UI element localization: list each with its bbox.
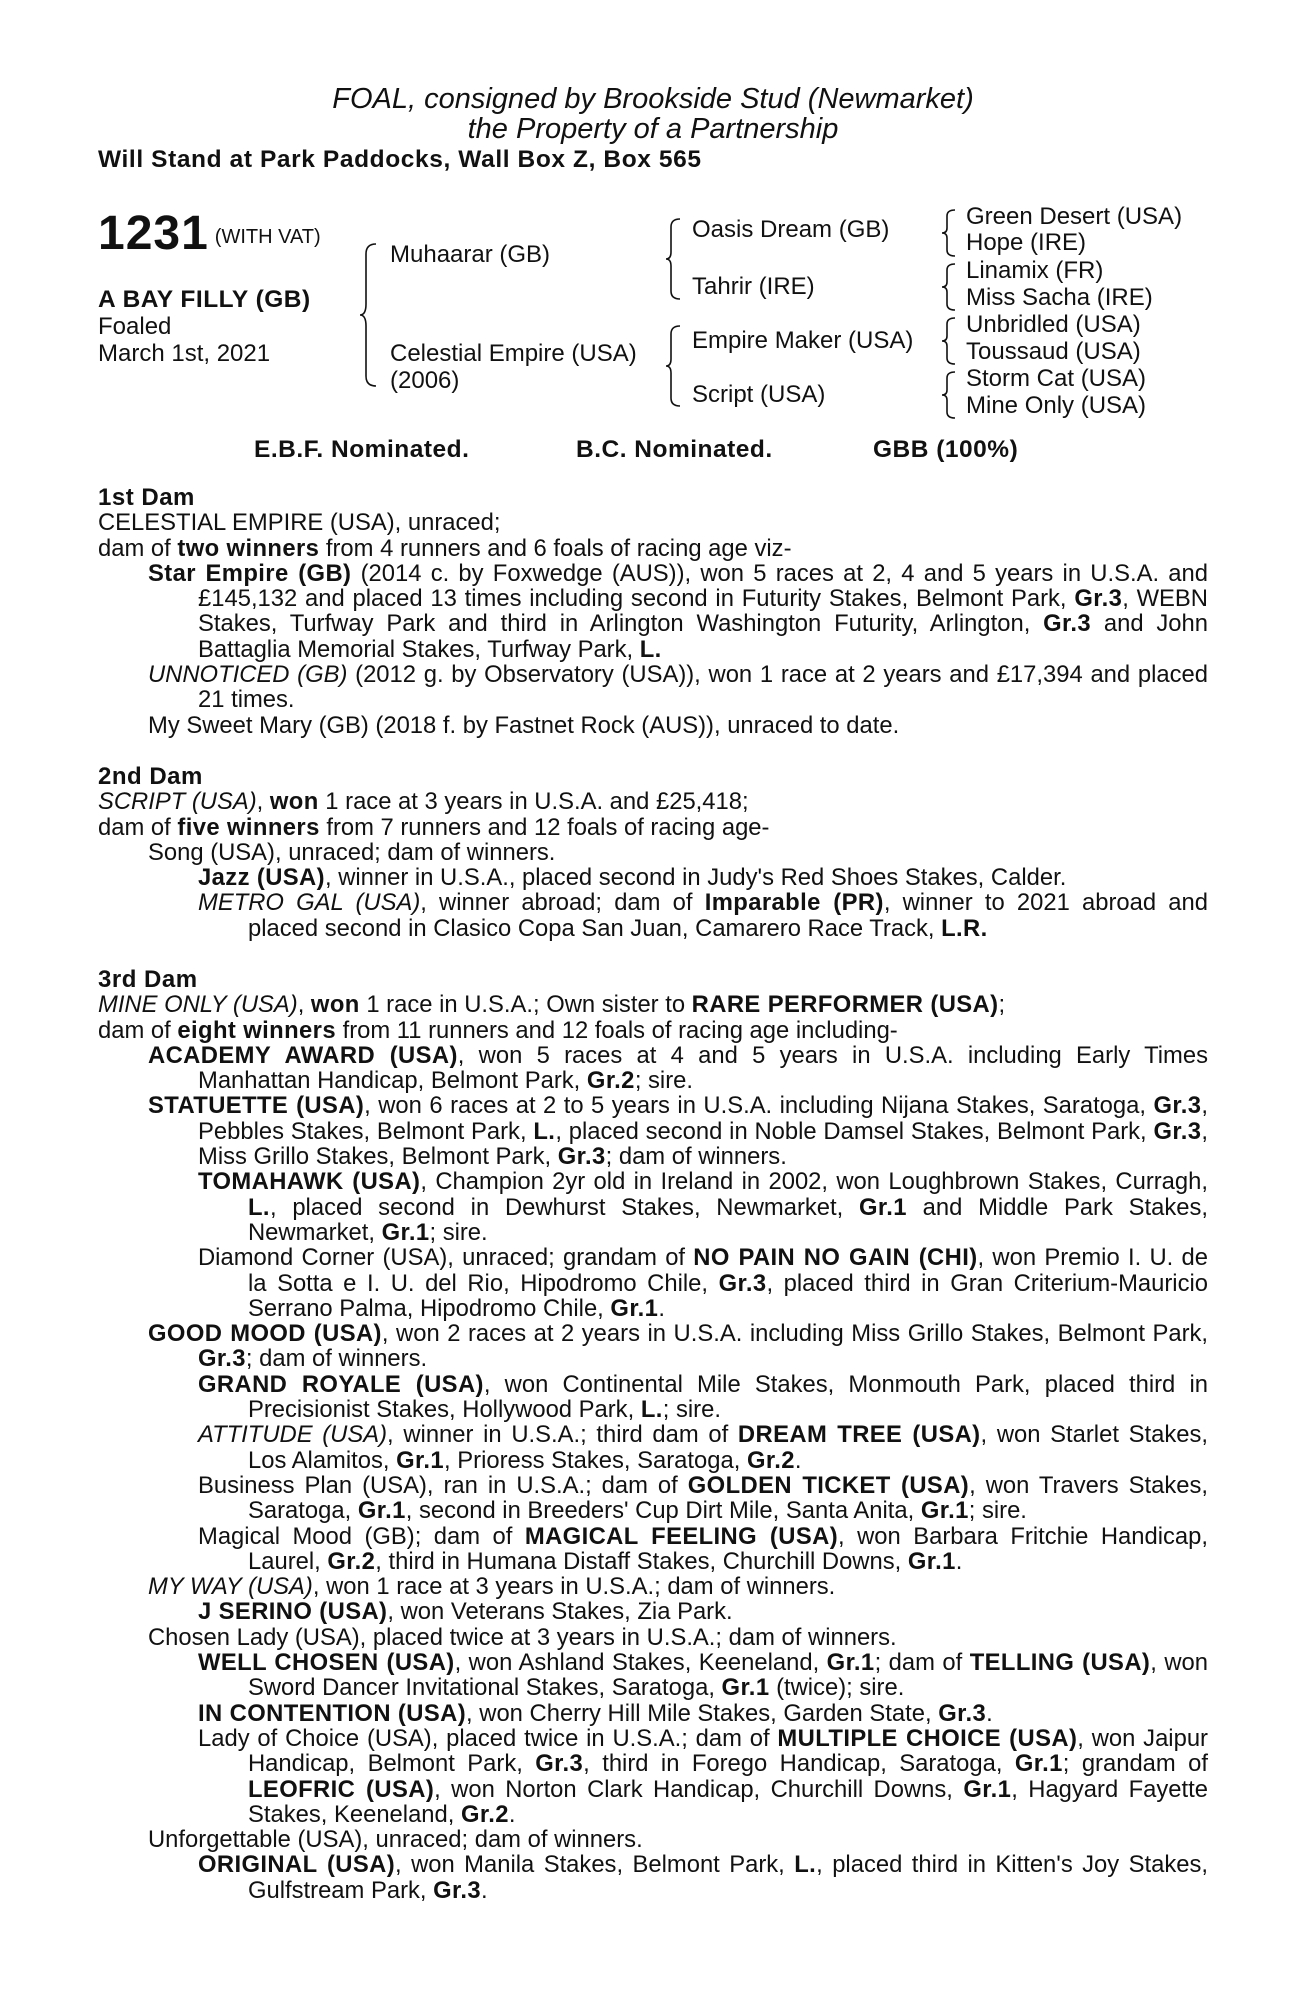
first-dam-line: CELESTIAL EMPIRE (USA), unraced; bbox=[98, 509, 501, 537]
pedigree-sire: Muhaarar (GB) bbox=[390, 241, 551, 268]
ebf-nomination: E.B.F. Nominated. bbox=[254, 436, 470, 463]
pedigree-brace-sd bbox=[942, 262, 958, 312]
produce-magical-mood: Magical Mood (GB); dam of MAGICAL FEELING (USA), won Barbara Fritchie Handicap, Laurel, Gr.2, third in Humana Distaff Stakes, Churchill Downs, Gr.1. bbox=[198, 1522, 1208, 1575]
gbb-nomination: GBB (100%) bbox=[873, 436, 1019, 463]
pedigree-dam-sire: Empire Maker (USA) bbox=[692, 327, 914, 354]
pedigree-sire-sire: Oasis Dream (GB) bbox=[692, 216, 890, 243]
pedigree-brace-dam bbox=[666, 323, 684, 409]
second-dam-section bbox=[98, 764, 1208, 941]
third-dam-line: MINE ONLY (USA), won 1 race in U.S.A.; Own sister to RARE PERFORMER (USA); bbox=[98, 991, 1006, 1019]
produce-academy-award: ACADEMY AWARD (USA), won 5 races at 4 and 5 years in U.S.A. including Early Times Manhattan Handicap, Belmont Park, Gr.2; sire. bbox=[148, 1041, 1208, 1095]
second-dam-line: SCRIPT (USA), won 1 race at 3 years in U.S.A. and £25,418; bbox=[98, 788, 749, 816]
produce-star-empire: Star Empire (GB) (2014 c. by Foxwedge (AUS)), won 5 races at 2, 4 and 5 years in U.S.A. and £145,132 and placed 13 times including second in Futurity Stakes, Belmont Park, Gr.3, WEBN Stakes, Turfway Park and third in Arlington Washington Futurity, Arlington, Gr.3 and John Battaglia Memorial Stakes, Turfway Park, L. bbox=[148, 559, 1208, 663]
lot-number: 1231 bbox=[98, 207, 209, 260]
foaled-info bbox=[98, 313, 270, 367]
produce-well-chosen: WELL CHOSEN (USA), won Ashland Stakes, Keeneland, Gr.1; dam of TELLING (USA), won Sword Dancer Invitational Stakes, Saratoga, Gr.1 (twice); sire. bbox=[198, 1649, 1208, 1702]
pedigree-ddd: Mine Only (USA) bbox=[966, 392, 1147, 419]
pedigree-sds: Linamix (FR) bbox=[966, 257, 1104, 284]
third-dam-heading: 3rd Dam bbox=[98, 966, 198, 993]
produce-good-mood: GOOD MOOD (USA), won 2 races at 2 years in U.S.A. including Miss Grillo Stakes, Belmont Park, Gr.3; dam of winners. bbox=[148, 1320, 1209, 1373]
produce-metro-gal: METRO GAL (USA), winner abroad; dam of Imparable (PR), winner to 2021 abroad and placed second in Clasico Copa San Juan, Camarero Race Track, L.R. bbox=[198, 889, 1208, 942]
produce-my-sweet-mary: My Sweet Mary (GB) (2018 f. by Fastnet Rock (AUS)), unraced to date. bbox=[148, 711, 900, 739]
first-dam-produce: dam of two winners from 4 runners and 6 foals of racing age viz- bbox=[98, 534, 792, 562]
produce-attitude: ATTITUDE (USA), winner in U.S.A.; third dam of DREAM TREE (USA), won Starlet Stakes, Los Alamitos, Gr.1, Prioress Stakes, Saratoga, Gr.2. bbox=[198, 1421, 1208, 1474]
pedigree-sss: Green Desert (USA) bbox=[966, 203, 1183, 230]
second-dam-heading: 2nd Dam bbox=[98, 763, 203, 790]
produce-in-contention: IN CONTENTION (USA), won Cherry Hill Mile Stakes, Garden State, Gr.3. bbox=[198, 1699, 993, 1727]
pedigree-brace-ds bbox=[942, 316, 958, 366]
first-dam-section bbox=[98, 485, 1208, 738]
lot-description: A BAY FILLY (GB) bbox=[98, 286, 311, 313]
lot-number-block bbox=[98, 206, 321, 261]
produce-business-plan: Business Plan (USA), ran in U.S.A.; dam of GOLDEN TICKET (USA), won Travers Stakes, Saratoga, Gr.1, second in Breeders' Cup Dirt Mile, Santa Anita, Gr.1; sire. bbox=[198, 1471, 1208, 1525]
produce-j-serino: J SERINO (USA), won Veterans Stakes, Zia Park. bbox=[198, 1598, 733, 1626]
consignor-line: FOAL, consigned by Brookside Stud (Newmarket) bbox=[332, 83, 974, 115]
second-dam-produce: dam of five winners from 7 runners and 12 foals of racing age- bbox=[98, 813, 770, 841]
pedigree-dam-year: (2006) bbox=[390, 367, 460, 394]
pedigree-dsd: Toussaud (USA) bbox=[966, 338, 1141, 365]
pedigree-dam: Celestial Empire (USA) bbox=[390, 340, 637, 367]
pedigree-dds: Storm Cat (USA) bbox=[966, 365, 1147, 392]
produce-grand-royale: GRAND ROYALE (USA), won Continental Mile Stakes, Monmouth Park, placed third in Precisionist Stakes, Hollywood Park, L.; sire. bbox=[198, 1370, 1208, 1424]
produce-chosen-lady: Chosen Lady (USA), placed twice at 3 years in U.S.A.; dam of winners. bbox=[148, 1623, 897, 1651]
produce-statuette: STATUETTE (USA), won 6 races at 2 to 5 years in U.S.A. including Nijana Stakes, Saratoga, Gr.3, Pebbles Stakes, Belmont Park, L., placed second in Noble Damsel Stakes, Belmont Park, Gr.3, Miss Grillo Stakes, Belmont Park, Gr.3; dam of winners. bbox=[148, 1092, 1208, 1171]
produce-lady-of-choice: Lady of Choice (USA), placed twice in U.S.A.; dam of MULTIPLE CHOICE (USA), won Jaipur Handicap, Belmont Park, Gr.3, third in Forego Handicap, Saratoga, Gr.1; grandam of LEOFRIC (USA), won Norton Clark Handicap, Churchill Downs, Gr.1, Hagyard Fayette Stakes, Keeneland, Gr.2. bbox=[198, 1724, 1208, 1828]
produce-tomahawk: TOMAHAWK (USA), Champion 2yr old in Ireland in 2002, won Loughbrown Stakes, Curragh, L., placed second in Dewhurst Stakes, Newmarket, Gr.1 and Middle Park Stakes, Newmarket, Gr.1; sire. bbox=[198, 1168, 1208, 1246]
produce-unforgettable: Unforgettable (USA), unraced; dam of winners. bbox=[148, 1826, 643, 1854]
produce-my-way: MY WAY (USA), won 1 race at 3 years in U.S.A.; dam of winners. bbox=[148, 1573, 836, 1601]
pedigree-brace-sire bbox=[666, 216, 684, 302]
produce-diamond-corner: Diamond Corner (USA), unraced; grandam of NO PAIN NO GAIN (CHI), won Premio I. U. de la Sotta e I. U. del Rio, Hipodromo Chile, Gr.3, placed third in Gran Criterium-Mauricio Serrano Palma, Hipodromo Chile, Gr.1. bbox=[198, 1244, 1209, 1322]
pedigree-dam-dam: Script (USA) bbox=[692, 381, 826, 408]
pedigree-brace-ss bbox=[942, 208, 958, 258]
produce-original: ORIGINAL (USA), won Manila Stakes, Belmont Park, L., placed third in Kitten's Joy Stakes, Gulfstream Park, Gr.3. bbox=[198, 1851, 1208, 1904]
produce-jazz: Jazz (USA), winner in U.S.A., placed second in Judy's Red Shoes Stakes, Calder. bbox=[198, 864, 1067, 892]
vat-note: (WITH VAT) bbox=[214, 226, 321, 248]
produce-song: Song (USA), unraced; dam of winners. bbox=[148, 838, 556, 866]
pedigree-ssd: Hope (IRE) bbox=[966, 229, 1087, 256]
foaled-date: March 1st, 2021 bbox=[98, 340, 271, 367]
foaled-label: Foaled bbox=[98, 313, 172, 340]
third-dam-produce: dam of eight winners from 11 runners and 12 foals of racing age including- bbox=[98, 1016, 898, 1044]
pedigree-sire-dam: Tahrir (IRE) bbox=[692, 273, 815, 300]
pedigree-brace-main bbox=[360, 240, 382, 390]
pedigree-dss: Unbridled (USA) bbox=[966, 311, 1141, 338]
pedigree-brace-dd bbox=[942, 370, 958, 420]
first-dam-heading: 1st Dam bbox=[98, 484, 195, 511]
stabling-line: Will Stand at Park Paddocks, Wall Box Z, Box 565 bbox=[98, 146, 702, 173]
ownership-line: the Property of a Partnership bbox=[467, 113, 839, 145]
produce-unnoticed: UNNOTICED (GB) (2012 g. by Observatory (USA)), won 1 race at 2 years and £17,394 and placed 21 times. bbox=[148, 661, 1208, 714]
pedigree-sdd: Miss Sacha (IRE) bbox=[966, 284, 1153, 311]
third-dam-section bbox=[98, 967, 1208, 1903]
bc-nomination: B.C. Nominated. bbox=[576, 436, 773, 463]
